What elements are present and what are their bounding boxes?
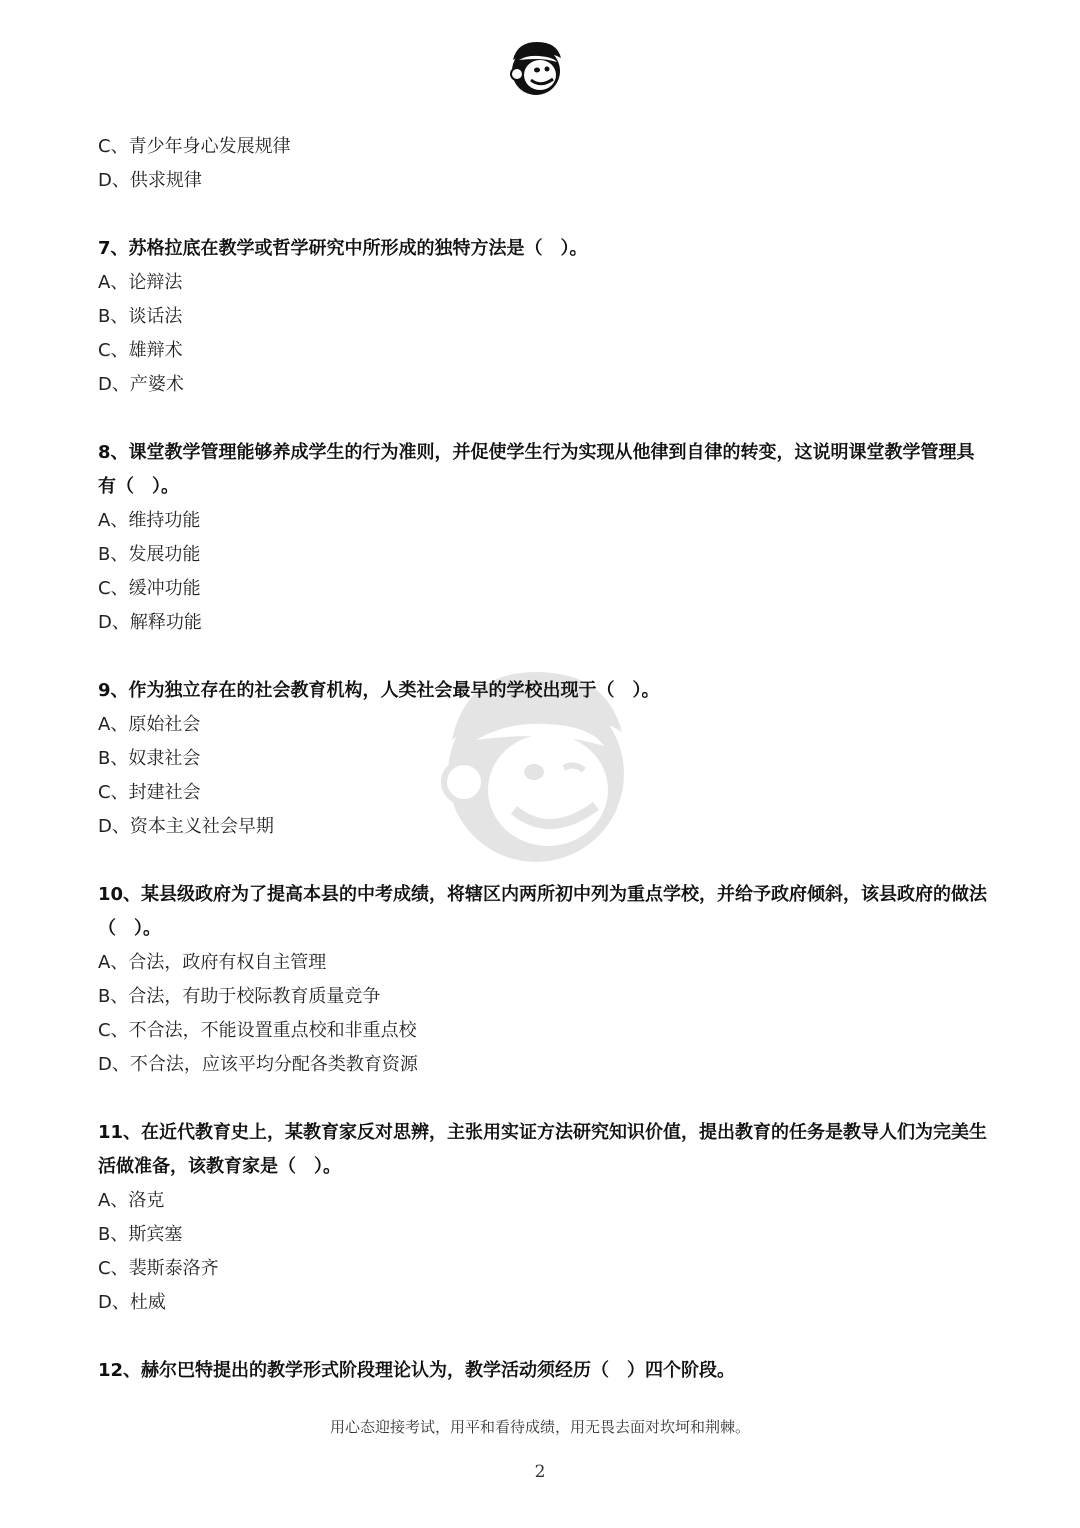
option-item: D、产婆术 [98,374,184,395]
question-10: 10、某县级政府为了提高本县的中考成绩，将辖区内两所初中列为重点学校，并给予政府倾斜，该县政府的做法（ ）。 [98,884,988,939]
question-12: 12、赫尔巴特提出的教学形式阶段理论认为，教学活动须经历（ ）四个阶段。 [98,1360,736,1381]
option-item: C、裴斯泰洛齐 [98,1258,219,1279]
option-item: D、资本主义社会早期 [98,816,274,837]
option-item: A、洛克 [98,1190,165,1211]
option-item: C、雄辩术 [98,340,183,361]
exam-content [98,130,988,1388]
option-item: D、不合法，应该平均分配各类教育资源 [98,1054,418,1075]
option-item: B、斯宾塞 [98,1224,183,1245]
option-item: C、缓冲功能 [98,578,201,599]
option-item: A、合法，政府有权自主管理 [98,952,327,973]
option-item: D、解释功能 [98,612,202,633]
question-9: 9、作为独立存在的社会教育机构，人类社会最早的学校出现于（ ）。 [98,680,660,701]
option-item: A、维持功能 [98,510,201,531]
option-item: B、合法，有助于校际教育质量竞争 [98,986,381,1007]
option-item: A、论辩法 [98,272,183,293]
footer-motto: 用心态迎接考试，用平和看待成绩，用无畏去面对坎坷和荆棘。 [329,1418,750,1436]
option-item: A、原始社会 [98,714,201,735]
question-11: 11、在近代教育史上，某教育家反对思辨，主张用实证方法研究知识价值，提出教育的任务是教导人们为完美生活做准备，该教育家是（ ）。 [98,1122,988,1177]
option-item: C、不合法，不能设置重点校和非重点校 [98,1020,417,1041]
page-number: 2 [534,1462,546,1482]
mailchimp-monkey-icon [507,38,567,100]
option-item: D、杜威 [98,1292,166,1313]
option-item: B、谈话法 [98,306,183,327]
option-item: C、青少年身心发展规律 [98,136,291,157]
option-item: C、封建社会 [98,782,201,803]
option-item: D、供求规律 [98,170,202,191]
question-7: 7、苏格拉底在教学或哲学研究中所形成的独特方法是（ ）。 [98,238,588,259]
question-8: 8、课堂教学管理能够养成学生的行为准则，并促使学生行为实现从他律到自律的转变，这说明课堂教学管理具有（ ）。 [98,442,975,497]
option-item: B、奴隶社会 [98,748,201,769]
option-item: B、发展功能 [98,544,201,565]
